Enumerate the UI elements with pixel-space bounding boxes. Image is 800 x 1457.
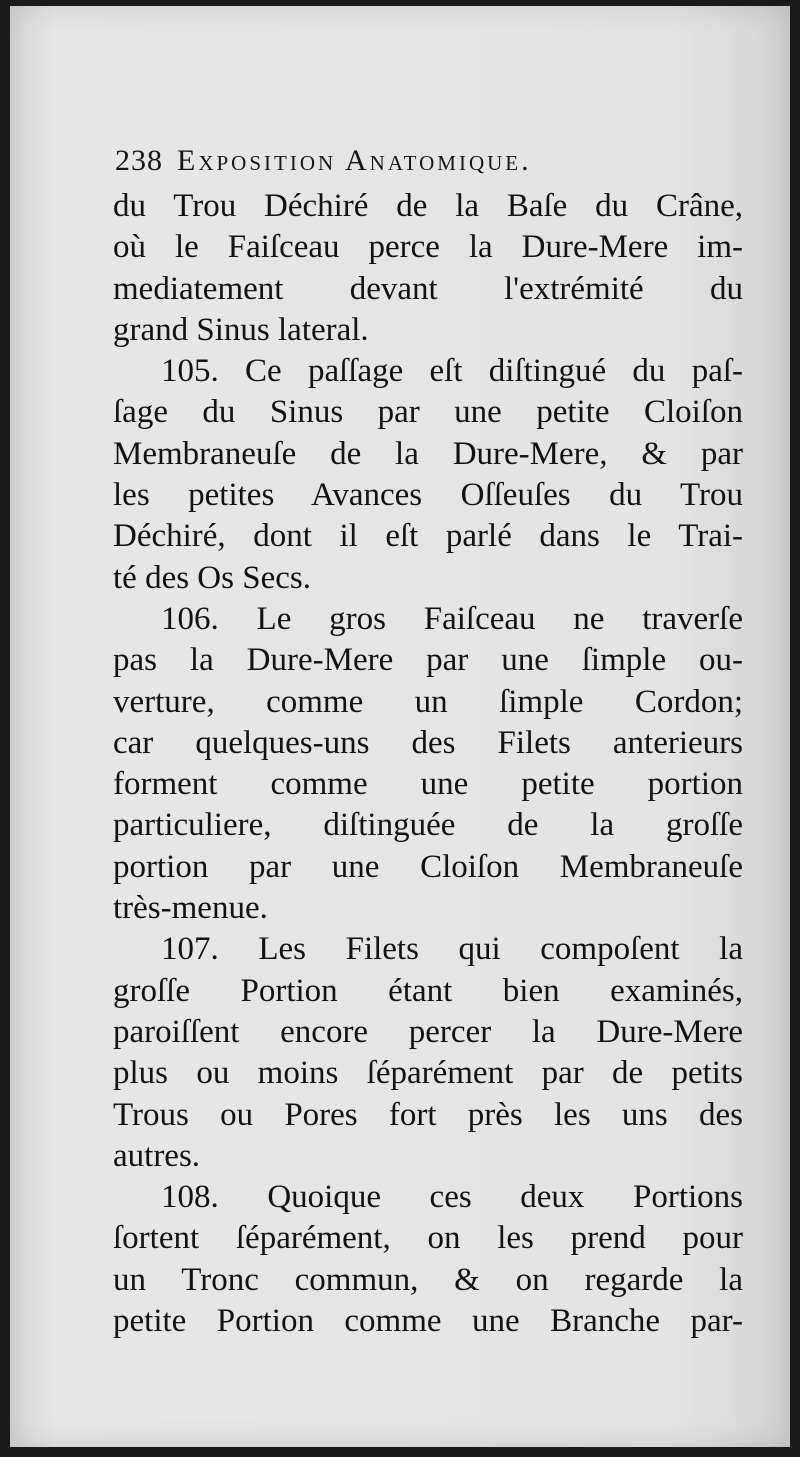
text-line: Trous ou Pores fort près les uns des [113, 1096, 743, 1133]
text-line: où le Faiſceau perce la Dure-Mere im- [113, 229, 743, 266]
text-line: ſage du Sinus par une petite Cloiſon [113, 394, 743, 431]
text-line: ſortent ſéparément, on les prend pour [113, 1220, 743, 1257]
text-line: petite Portion comme une Branche par- [113, 1303, 743, 1340]
page-number: 238 [115, 144, 163, 177]
text-line: pas la Dure-Mere par une ſimple ou- [113, 642, 743, 679]
text-line: groſſe Portion étant bien examinés, [113, 972, 743, 1009]
text-line: portion par une Cloiſon Membraneuſe [113, 848, 743, 885]
text-line: plus ou moins ſéparément par de petits [113, 1055, 743, 1092]
text-line: mediatement devant l'extrémité du [113, 270, 743, 307]
text-line: les petites Avances Oſſeuſes du Trou [113, 477, 743, 514]
text-line: té des Os Secs. [113, 559, 311, 596]
text-line: un Tronc commun, & on regarde la [113, 1261, 743, 1298]
book-page [10, 6, 790, 1447]
body-text [113, 186, 743, 1342]
paragraph-108-start: 108. Quoique ces deux Portions [161, 1179, 743, 1216]
text-line: autres. [113, 1137, 201, 1174]
text-line: grand Sinus lateral. [113, 311, 369, 348]
paragraph-105-start: 105. Ce paſſage eſt diſtingué du paſ- [161, 353, 743, 390]
text-line: verture, comme un ſimple Cordon; [113, 683, 743, 720]
text-line: très-menue. [113, 890, 268, 927]
text-line: paroiſſent encore percer la Dure-Mere [113, 1013, 743, 1050]
text-line: particuliere, diſtinguée de la groſſe [113, 807, 743, 844]
text-line: car quelques-uns des Filets anterieurs [113, 724, 743, 761]
page-header [115, 144, 735, 182]
text-line: du Trou Déchiré de la Baſe du Crâne, [113, 188, 743, 224]
paragraph-107-start: 107. Les Filets qui compoſent la [161, 931, 743, 968]
paragraph-106-start: 106. Le gros Faiſceau ne traverſe [161, 600, 743, 637]
running-title: Exposition Anatomique. [177, 144, 532, 177]
text-line: forment comme une petite portion [113, 766, 743, 803]
text-line: Membraneuſe de la Dure-Mere, & par [113, 435, 743, 472]
text-line: Déchiré, dont il eſt parlé dans le Trai- [113, 518, 743, 555]
